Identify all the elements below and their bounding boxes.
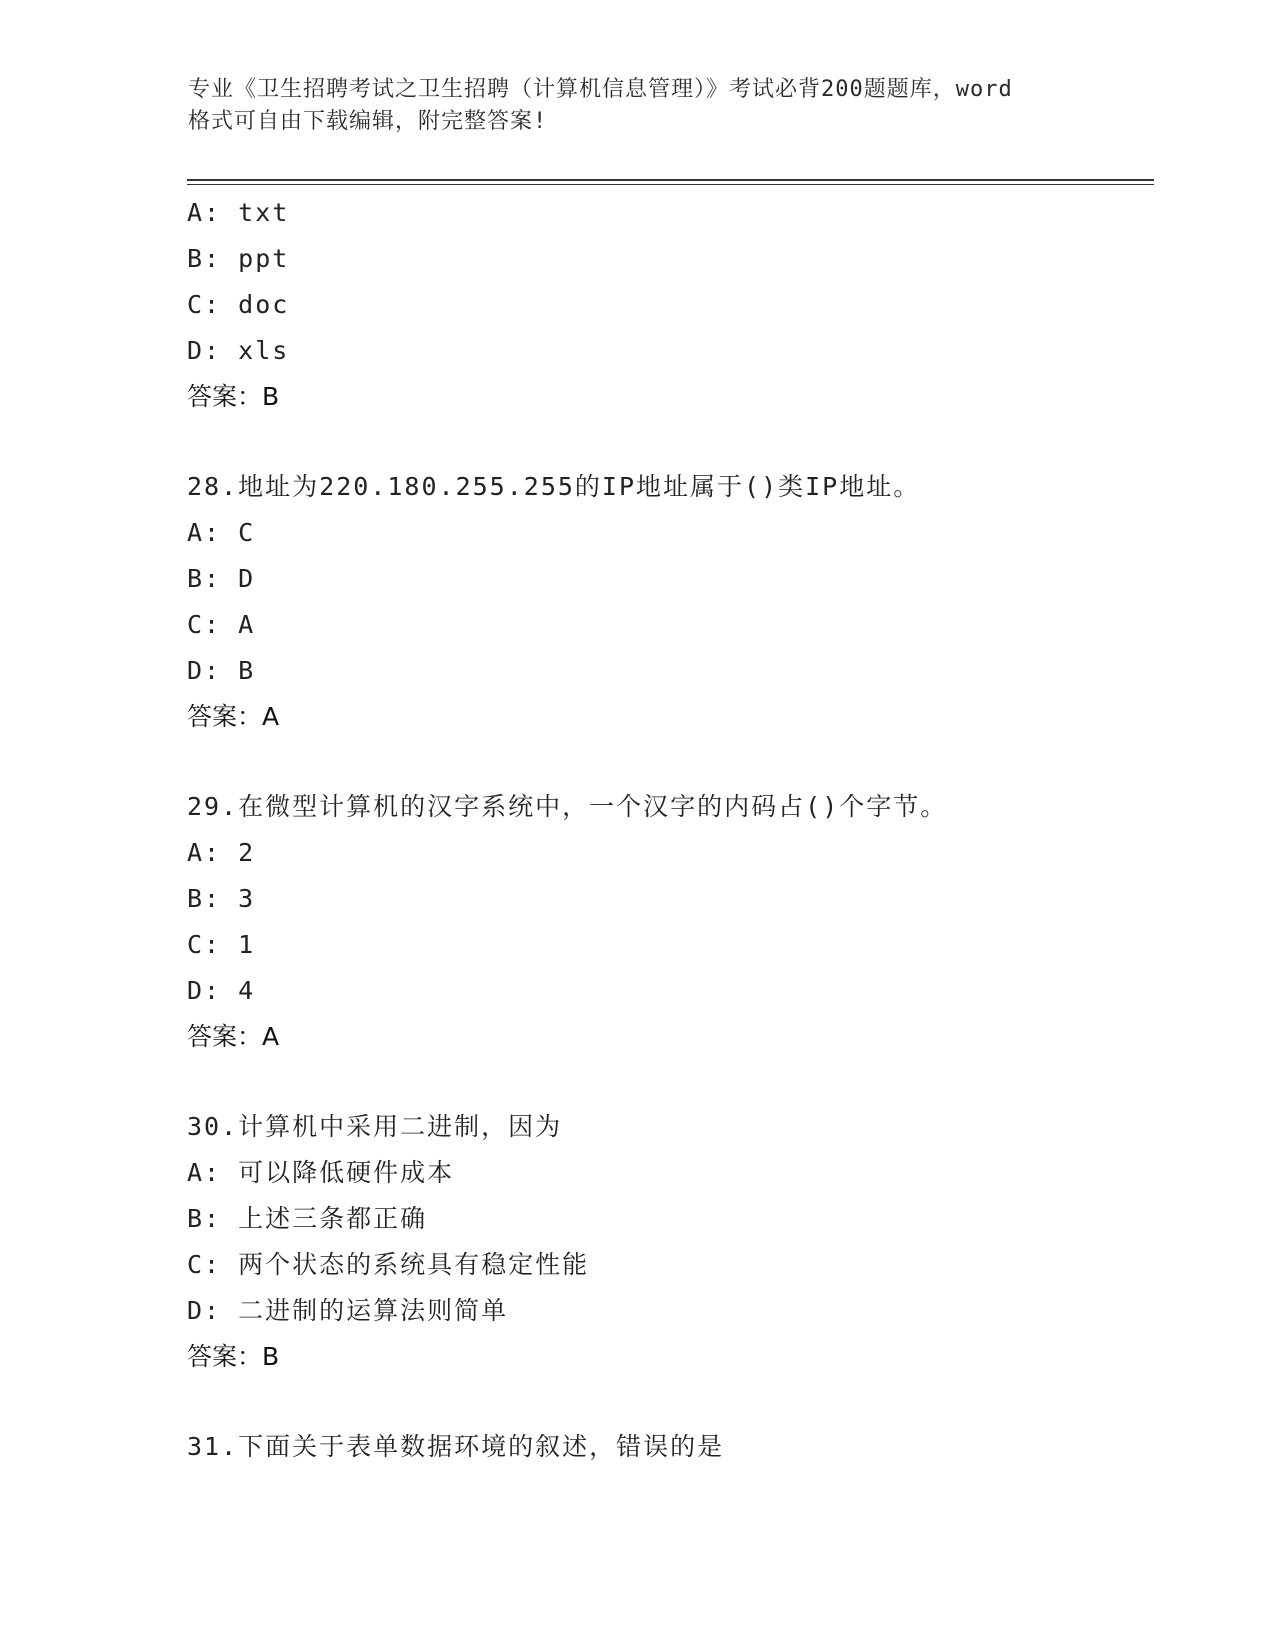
option-b: B: D: [187, 564, 256, 593]
question-text: 30.计算机中采用二进制，因为: [187, 1112, 563, 1141]
option-d: D: 4: [187, 976, 256, 1005]
question-text: 31.下面关于表单数据环境的叙述，错误的是: [187, 1432, 725, 1461]
option-d: D: xls: [187, 336, 290, 365]
option-c: C: A: [187, 610, 256, 639]
header-divider: [187, 179, 1154, 181]
header-line-2: 格式可自由下载编辑，附完整答案!: [188, 109, 548, 134]
answer: 答案：A: [187, 1022, 280, 1051]
option-b: B: ppt: [187, 244, 290, 273]
document-header: [188, 74, 1088, 138]
option-c: C: doc: [187, 290, 290, 319]
header-divider-thin: [187, 184, 1154, 185]
answer: 答案：B: [187, 382, 280, 411]
option-d: D: 二进制的运算法则简单: [187, 1296, 509, 1325]
question-block: [187, 190, 1147, 420]
option-d: D: B: [187, 656, 256, 685]
question-block: [187, 1104, 1147, 1380]
answer: 答案：B: [187, 1342, 280, 1371]
option-a: A: txt: [187, 198, 290, 227]
option-a: A: 可以降低硬件成本: [187, 1158, 455, 1187]
option-b: B: 3: [187, 884, 256, 913]
option-b: B: 上述三条都正确: [187, 1204, 428, 1233]
question-text: 28.地址为220.180.255.255的IP地址属于()类IP地址。: [187, 472, 921, 501]
answer: 答案：A: [187, 702, 280, 731]
question-block: [187, 784, 1147, 1060]
option-c: C: 两个状态的系统具有稳定性能: [187, 1250, 590, 1279]
question-text: 29.在微型计算机的汉字系统中，一个汉字的内码占()个字节。: [187, 792, 948, 821]
option-a: A: 2: [187, 838, 256, 867]
option-c: C: 1: [187, 930, 256, 959]
question-block: [187, 464, 1147, 740]
question-block: [187, 1424, 1147, 1470]
question-list: [187, 190, 1147, 1470]
header-line-1: 专业《卫生招聘考试之卫生招聘（计算机信息管理）》考试必背200题题库，word: [188, 77, 1013, 102]
option-a: A: C: [187, 518, 256, 547]
